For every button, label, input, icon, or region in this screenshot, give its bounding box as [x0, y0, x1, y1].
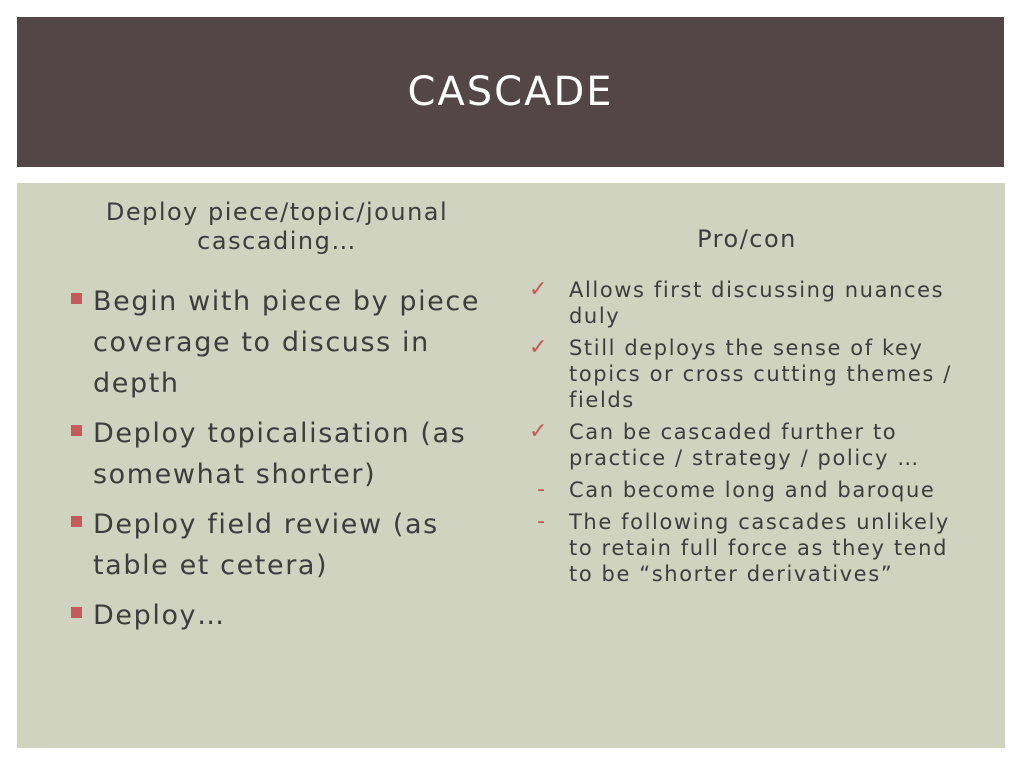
left-heading-line-2: cascading…	[197, 227, 357, 255]
left-list-item-text: Deploy topicalisation (as somewhat shorter)	[93, 418, 467, 490]
content-panel	[17, 183, 1005, 748]
left-list-item	[67, 413, 487, 495]
left-list-item	[67, 281, 487, 404]
pro-con-item	[525, 419, 965, 471]
title-bar	[17, 17, 1004, 167]
pro-con-item	[525, 335, 965, 413]
pro-con-item-text: Still deploys the sense of key topics or cross cutting themes / fields	[569, 336, 952, 412]
pro-con-item-text: Can become long and baroque	[569, 478, 936, 502]
slide-title: CASCADE	[407, 69, 614, 115]
square-bullet-icon	[71, 293, 82, 304]
check-icon: ✓	[529, 335, 550, 360]
left-heading-line-1: Deploy piece/topic/jounal	[105, 198, 449, 226]
left-list-item	[67, 504, 487, 586]
dash-icon: -	[537, 509, 547, 534]
check-icon: ✓	[529, 419, 550, 444]
pro-con-item	[525, 509, 965, 587]
pro-con-item	[525, 477, 965, 503]
square-bullet-icon	[71, 516, 82, 527]
left-list-item-text: Deploy field review (as table et cetera)	[93, 509, 439, 581]
left-list-item	[67, 595, 487, 636]
square-bullet-icon	[71, 425, 82, 436]
left-list-item-text: Begin with piece by piece coverage to discuss in depth	[93, 286, 481, 399]
check-icon: ✓	[529, 277, 550, 302]
pro-con-list	[525, 277, 965, 593]
right-column-heading: Pro/con	[697, 225, 797, 253]
dash-icon: -	[537, 477, 547, 502]
pro-con-item-text: Allows first discussing nuances duly	[569, 278, 945, 328]
pro-con-item-text: The following cascades unlikely to retain full force as they tend to be “shorter derivatives”	[569, 510, 950, 586]
pro-con-item-text: Can be cascaded further to practice / strategy / policy …	[569, 420, 920, 470]
square-bullet-icon	[71, 607, 82, 618]
left-list-item-text: Deploy…	[93, 600, 226, 631]
pro-con-item	[525, 277, 965, 329]
left-bullet-list	[67, 281, 487, 645]
left-column-heading	[77, 198, 477, 256]
